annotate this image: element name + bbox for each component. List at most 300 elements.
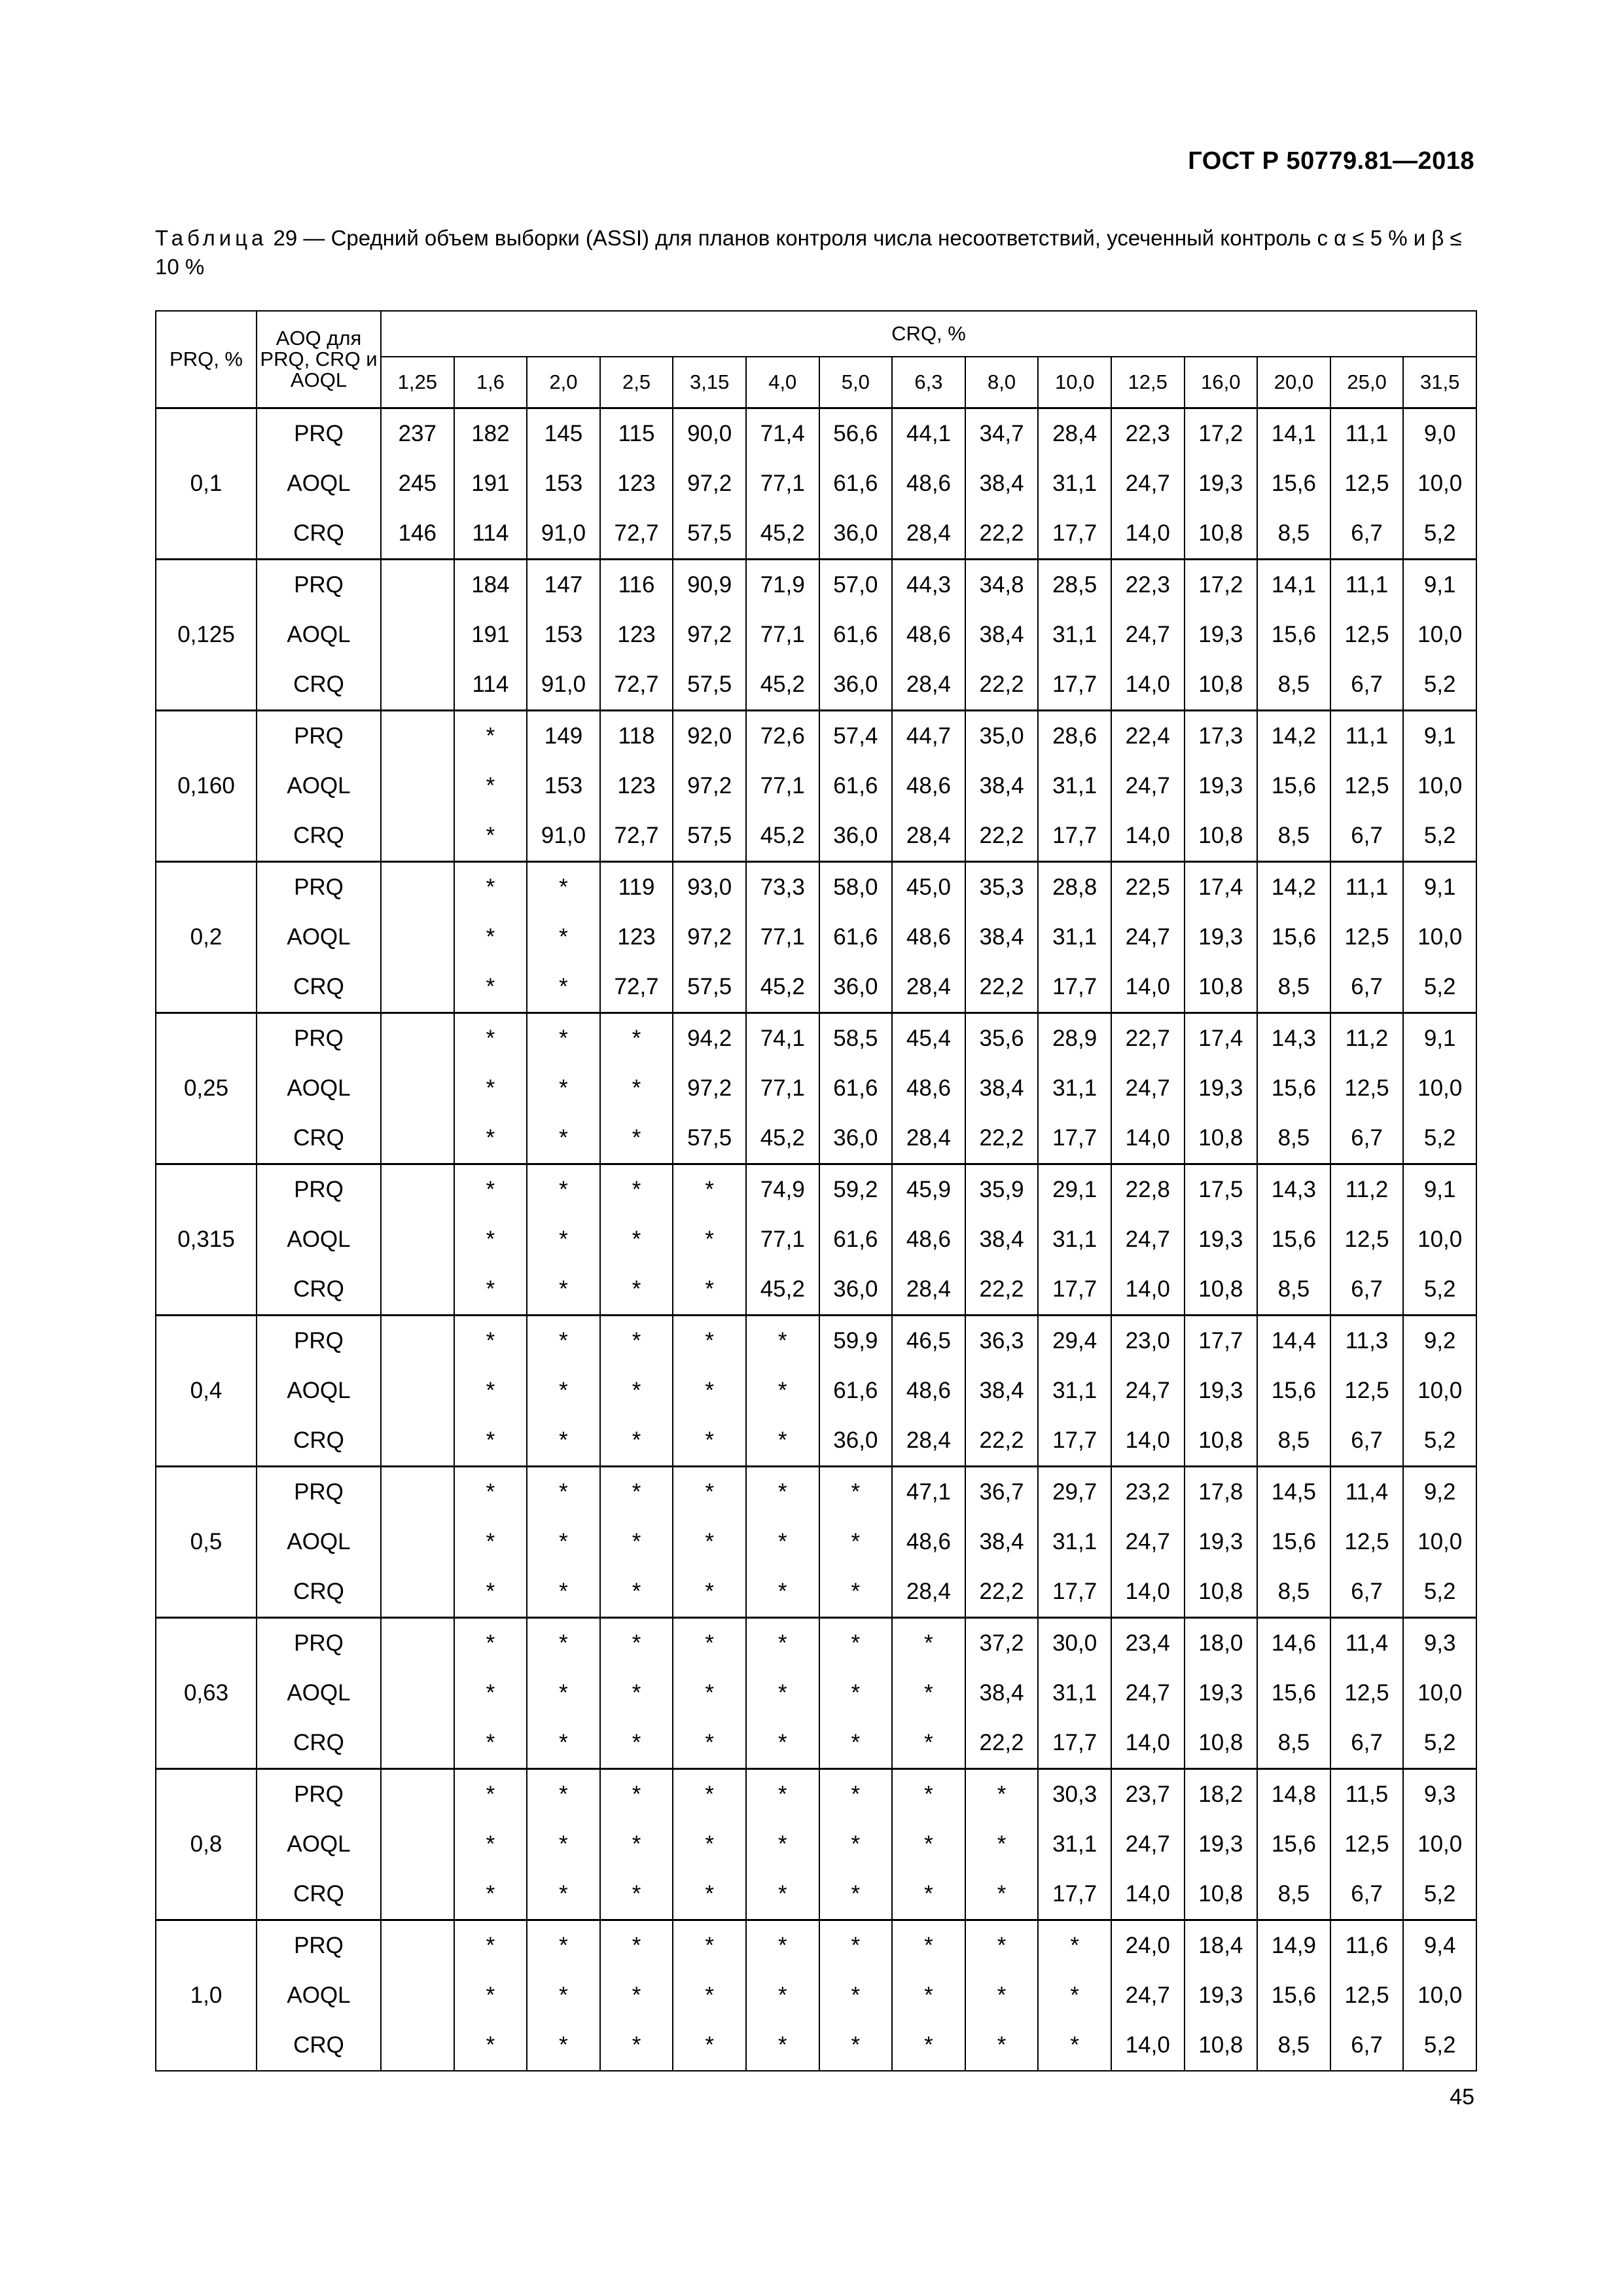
value-cell: * (600, 1013, 673, 1064)
value-cell: 14,0 (1111, 509, 1185, 560)
value-cell: 10,8 (1185, 1416, 1258, 1467)
value-cell: 11,1 (1330, 862, 1404, 913)
value-cell: 8,5 (1257, 811, 1330, 862)
value-cell: 10,0 (1403, 761, 1476, 811)
value-cell: * (673, 1971, 746, 2020)
value-cell (381, 711, 454, 762)
value-cell: 72,7 (600, 962, 673, 1013)
value-cell: 61,6 (819, 912, 893, 962)
row-kind-cell: PRQ (257, 711, 381, 762)
crq-group-header: CRQ, % (381, 311, 1476, 357)
value-cell: 22,2 (965, 1567, 1039, 1618)
row-kind-cell: CRQ (257, 1567, 381, 1618)
value-cell: 94,2 (673, 1013, 746, 1064)
value-cell: 14,4 (1257, 1316, 1330, 1367)
value-cell: 61,6 (819, 610, 893, 660)
value-cell: 15,6 (1257, 1064, 1330, 1113)
row-kind-cell: CRQ (257, 1113, 381, 1164)
row-kind-cell: PRQ (257, 862, 381, 913)
value-cell: 28,4 (892, 1265, 965, 1316)
value-cell: 28,8 (1038, 862, 1111, 913)
value-cell: * (892, 1971, 965, 2020)
value-cell: * (527, 1920, 600, 1971)
value-cell: 57,5 (673, 509, 746, 560)
crq-header-cell: 1,6 (454, 357, 527, 408)
value-cell (381, 1265, 454, 1316)
value-cell (381, 1215, 454, 1265)
value-cell: * (454, 1013, 527, 1064)
value-cell: 31,1 (1038, 610, 1111, 660)
value-cell: 22,8 (1111, 1164, 1185, 1215)
value-cell: 36,0 (819, 811, 893, 862)
value-cell: 14,0 (1111, 1416, 1185, 1467)
prq-group-cell: 0,315 (156, 1164, 257, 1316)
value-cell: 123 (600, 459, 673, 509)
value-cell: 48,6 (892, 1215, 965, 1265)
value-cell (381, 912, 454, 962)
row-kind-cell: AOQL (257, 1064, 381, 1113)
value-cell: 24,7 (1111, 1215, 1185, 1265)
row-kind-cell: PRQ (257, 1920, 381, 1971)
value-cell: * (673, 1416, 746, 1467)
value-cell: 145 (527, 408, 600, 459)
row-kind-cell: CRQ (257, 509, 381, 560)
value-cell: * (454, 1467, 527, 1518)
value-cell: 10,0 (1403, 1971, 1476, 2020)
value-cell: * (527, 1971, 600, 2020)
value-cell: * (454, 962, 527, 1013)
prq-group-cell: 0,5 (156, 1467, 257, 1618)
value-cell: 114 (454, 660, 527, 711)
value-cell: * (892, 2020, 965, 2071)
value-cell: 22,2 (965, 1113, 1039, 1164)
value-cell: 10,0 (1403, 1517, 1476, 1567)
value-cell: 11,4 (1330, 1618, 1404, 1669)
value-cell: 10,8 (1185, 1718, 1258, 1769)
value-cell (381, 1668, 454, 1718)
value-cell: 149 (527, 711, 600, 762)
value-cell: * (673, 1316, 746, 1367)
value-cell: * (1038, 2020, 1111, 2071)
value-cell: 56,6 (819, 408, 893, 459)
value-cell: 35,9 (965, 1164, 1039, 1215)
value-cell: * (746, 1769, 819, 1820)
value-cell: 9,2 (1403, 1467, 1476, 1518)
value-cell: 10,8 (1185, 1869, 1258, 1920)
value-cell: 17,7 (1038, 1567, 1111, 1618)
value-cell: 9,1 (1403, 711, 1476, 762)
value-cell (381, 1920, 454, 1971)
value-cell: * (600, 1668, 673, 1718)
value-cell: 92,0 (673, 711, 746, 762)
value-cell: * (600, 1265, 673, 1316)
value-cell: * (454, 1668, 527, 1718)
value-cell: 31,1 (1038, 1366, 1111, 1416)
value-cell: * (454, 1215, 527, 1265)
value-cell: 12,5 (1330, 610, 1404, 660)
value-cell: * (819, 1769, 893, 1820)
value-cell: 123 (600, 912, 673, 962)
value-cell: 15,6 (1257, 1668, 1330, 1718)
value-cell: 23,0 (1111, 1316, 1185, 1367)
value-cell: 22,3 (1111, 560, 1185, 611)
value-cell: * (600, 1416, 673, 1467)
value-cell: 97,2 (673, 1064, 746, 1113)
crq-header-cell: 2,0 (527, 357, 600, 408)
value-cell: 12,5 (1330, 1517, 1404, 1567)
value-cell: 114 (454, 509, 527, 560)
value-cell: 28,5 (1038, 560, 1111, 611)
value-cell: * (892, 1668, 965, 1718)
value-cell: 72,7 (600, 509, 673, 560)
value-cell (381, 1467, 454, 1518)
value-cell: 9,1 (1403, 1013, 1476, 1064)
value-cell: * (746, 1316, 819, 1367)
value-cell (381, 1416, 454, 1467)
value-cell: 24,7 (1111, 1064, 1185, 1113)
value-cell: 17,7 (1038, 962, 1111, 1013)
value-cell: 237 (381, 408, 454, 459)
table-row (156, 1467, 1476, 1518)
crq-header-cell: 31,5 (1403, 357, 1476, 408)
row-kind-cell: AOQL (257, 1517, 381, 1567)
value-cell: 123 (600, 761, 673, 811)
value-cell: 5,2 (1403, 1265, 1476, 1316)
value-cell: 5,2 (1403, 1718, 1476, 1769)
value-cell: 8,5 (1257, 1718, 1330, 1769)
value-cell: 36,0 (819, 962, 893, 1013)
value-cell: * (819, 1618, 893, 1669)
value-cell: * (527, 1820, 600, 1869)
value-cell: 22,2 (965, 1265, 1039, 1316)
table-row (156, 1820, 1476, 1869)
value-cell: 14,0 (1111, 962, 1185, 1013)
value-cell: 11,4 (1330, 1467, 1404, 1518)
table-row (156, 862, 1476, 913)
value-cell: 58,5 (819, 1013, 893, 1064)
value-cell: * (527, 1013, 600, 1064)
row-kind-cell: CRQ (257, 660, 381, 711)
value-cell: * (746, 1366, 819, 1416)
value-cell: 6,7 (1330, 2020, 1404, 2071)
value-cell: 36,0 (819, 1265, 893, 1316)
value-cell: * (454, 761, 527, 811)
value-cell: 77,1 (746, 912, 819, 962)
row-kind-cell: PRQ (257, 408, 381, 459)
value-cell: 90,0 (673, 408, 746, 459)
value-cell: 48,6 (892, 610, 965, 660)
value-cell: 8,5 (1257, 1416, 1330, 1467)
value-cell: 38,4 (965, 1366, 1039, 1416)
value-cell: 14,1 (1257, 560, 1330, 611)
value-cell: 9,3 (1403, 1769, 1476, 1820)
crq-header-cell: 1,25 (381, 357, 454, 408)
value-cell: 10,8 (1185, 1265, 1258, 1316)
row-kind-cell: AOQL (257, 1820, 381, 1869)
prq-column-header: PRQ, % (156, 311, 257, 408)
value-cell: 24,7 (1111, 1820, 1185, 1869)
value-cell (381, 862, 454, 913)
value-cell: 19,3 (1185, 1517, 1258, 1567)
value-cell: * (600, 1718, 673, 1769)
value-cell: 14,0 (1111, 1113, 1185, 1164)
value-cell: * (527, 1064, 600, 1113)
value-cell (381, 1113, 454, 1164)
value-cell: 46,5 (892, 1316, 965, 1367)
value-cell: 10,8 (1185, 962, 1258, 1013)
value-cell: 9,2 (1403, 1316, 1476, 1367)
value-cell: * (600, 1215, 673, 1265)
value-cell (381, 1971, 454, 2020)
value-cell: 38,4 (965, 1064, 1039, 1113)
prq-group-cell: 0,2 (156, 862, 257, 1013)
value-cell: * (1038, 1971, 1111, 2020)
table-row (156, 1113, 1476, 1164)
value-cell: 91,0 (527, 509, 600, 560)
value-cell: * (600, 2020, 673, 2071)
value-cell: 191 (454, 459, 527, 509)
value-cell: 8,5 (1257, 509, 1330, 560)
value-cell: 22,3 (1111, 408, 1185, 459)
row-kind-cell: CRQ (257, 1718, 381, 1769)
value-cell: * (600, 1567, 673, 1618)
value-cell: 18,2 (1185, 1769, 1258, 1820)
crq-header-cell: 4,0 (746, 357, 819, 408)
value-cell: 47,1 (892, 1467, 965, 1518)
row-kind-cell: PRQ (257, 1769, 381, 1820)
value-cell: * (965, 1971, 1039, 2020)
value-cell: 48,6 (892, 1064, 965, 1113)
value-cell: 10,0 (1403, 610, 1476, 660)
value-cell: 15,6 (1257, 912, 1330, 962)
value-cell: 17,5 (1185, 1164, 1258, 1215)
value-cell: 14,8 (1257, 1769, 1330, 1820)
crq-header-cell: 25,0 (1330, 357, 1404, 408)
table-row (156, 1567, 1476, 1618)
value-cell (381, 560, 454, 611)
value-cell: 57,4 (819, 711, 893, 762)
table-row (156, 711, 1476, 762)
value-cell (381, 1366, 454, 1416)
value-cell: 17,7 (1038, 1265, 1111, 1316)
value-cell: 15,6 (1257, 761, 1330, 811)
value-cell: * (746, 1567, 819, 1618)
value-cell: 22,2 (965, 1416, 1039, 1467)
value-cell: 6,7 (1330, 811, 1404, 862)
value-cell: 14,9 (1257, 1920, 1330, 1971)
value-cell: 36,0 (819, 1113, 893, 1164)
value-cell: * (454, 1265, 527, 1316)
value-cell: 14,0 (1111, 1265, 1185, 1316)
value-cell: 10,0 (1403, 1215, 1476, 1265)
value-cell: 6,7 (1330, 1567, 1404, 1618)
value-cell: * (819, 1920, 893, 1971)
value-cell: 17,7 (1038, 1869, 1111, 1920)
row-kind-cell: CRQ (257, 811, 381, 862)
value-cell: * (673, 1517, 746, 1567)
value-cell: 72,7 (600, 811, 673, 862)
crq-header-cell: 5,0 (819, 357, 893, 408)
value-cell: 12,5 (1330, 1215, 1404, 1265)
value-cell: * (746, 1971, 819, 2020)
table-row (156, 1869, 1476, 1920)
value-cell: 28,4 (892, 509, 965, 560)
table-row (156, 1316, 1476, 1367)
value-cell: 17,4 (1185, 1013, 1258, 1064)
value-cell: * (600, 1869, 673, 1920)
row-kind-cell: AOQL (257, 459, 381, 509)
value-cell (381, 1517, 454, 1567)
value-cell: 5,2 (1403, 1113, 1476, 1164)
value-cell: 5,2 (1403, 811, 1476, 862)
value-cell: 15,6 (1257, 1820, 1330, 1869)
value-cell: 19,3 (1185, 1820, 1258, 1869)
row-kind-cell: AOQL (257, 610, 381, 660)
table-row (156, 560, 1476, 611)
row-kind-cell: AOQL (257, 912, 381, 962)
value-cell: 34,7 (965, 408, 1039, 459)
value-cell: 17,4 (1185, 862, 1258, 913)
prq-group-cell: 0,8 (156, 1769, 257, 1920)
value-cell: 28,4 (892, 1416, 965, 1467)
value-cell: 22,7 (1111, 1013, 1185, 1064)
value-cell: 6,7 (1330, 1718, 1404, 1769)
value-cell: 17,7 (1038, 1113, 1111, 1164)
value-cell: 48,6 (892, 1366, 965, 1416)
value-cell: 17,7 (1038, 1416, 1111, 1467)
value-cell: 115 (600, 408, 673, 459)
value-cell: 10,0 (1403, 1668, 1476, 1718)
value-cell: 8,5 (1257, 1567, 1330, 1618)
value-cell: 12,5 (1330, 761, 1404, 811)
value-cell: * (965, 1869, 1039, 1920)
table-row (156, 1265, 1476, 1316)
value-cell: 38,4 (965, 1668, 1039, 1718)
value-cell: 45,9 (892, 1164, 965, 1215)
value-cell: * (673, 1820, 746, 1869)
value-cell: 15,6 (1257, 1366, 1330, 1416)
value-cell: 6,7 (1330, 1265, 1404, 1316)
row-kind-cell: PRQ (257, 1316, 381, 1367)
value-cell: 48,6 (892, 912, 965, 962)
value-cell: 10,0 (1403, 912, 1476, 962)
row-kind-cell: CRQ (257, 2020, 381, 2071)
value-cell: 28,4 (892, 1567, 965, 1618)
value-cell (381, 1820, 454, 1869)
table-row (156, 1517, 1476, 1567)
value-cell: 28,4 (892, 962, 965, 1013)
value-cell: 28,9 (1038, 1013, 1111, 1064)
value-cell: 57,0 (819, 560, 893, 611)
value-cell: 97,2 (673, 912, 746, 962)
value-cell: * (527, 1769, 600, 1820)
value-cell: * (746, 1517, 819, 1567)
value-cell: * (673, 1618, 746, 1669)
value-cell: 31,1 (1038, 459, 1111, 509)
value-cell: 23,7 (1111, 1769, 1185, 1820)
value-cell: 38,4 (965, 459, 1039, 509)
value-cell: 182 (454, 408, 527, 459)
value-cell: * (527, 2020, 600, 2071)
value-cell: * (454, 1113, 527, 1164)
value-cell: * (673, 1869, 746, 1920)
row-kind-cell: PRQ (257, 1618, 381, 1669)
value-cell: * (600, 1618, 673, 1669)
value-cell: * (673, 1215, 746, 1265)
value-cell: 29,7 (1038, 1467, 1111, 1518)
value-cell: * (527, 1668, 600, 1718)
value-cell (381, 1567, 454, 1618)
value-cell: 23,2 (1111, 1467, 1185, 1518)
value-cell: 72,6 (746, 711, 819, 762)
value-cell: * (892, 1618, 965, 1669)
value-cell: 10,8 (1185, 2020, 1258, 2071)
value-cell: * (746, 1416, 819, 1467)
value-cell: * (454, 1820, 527, 1869)
table-row (156, 1013, 1476, 1064)
table-row (156, 610, 1476, 660)
value-cell: 8,5 (1257, 2020, 1330, 2071)
row-kind-cell: CRQ (257, 1416, 381, 1467)
value-cell: 44,3 (892, 560, 965, 611)
value-cell: 30,0 (1038, 1618, 1111, 1669)
value-cell: 12,5 (1330, 459, 1404, 509)
value-cell: 57,5 (673, 962, 746, 1013)
value-cell: 9,1 (1403, 1164, 1476, 1215)
value-cell: 6,7 (1330, 1113, 1404, 1164)
value-cell: 12,5 (1330, 1064, 1404, 1113)
value-cell: * (600, 1366, 673, 1416)
table-row (156, 509, 1476, 560)
value-cell: 11,5 (1330, 1769, 1404, 1820)
value-cell: * (965, 2020, 1039, 2071)
value-cell (381, 1164, 454, 1215)
value-cell: 29,1 (1038, 1164, 1111, 1215)
value-cell: * (892, 1920, 965, 1971)
value-cell: * (673, 1366, 746, 1416)
value-cell: 11,1 (1330, 560, 1404, 611)
value-cell: 6,7 (1330, 1869, 1404, 1920)
value-cell: 28,4 (892, 660, 965, 711)
value-cell: 36,0 (819, 660, 893, 711)
value-cell: 17,8 (1185, 1467, 1258, 1518)
value-cell: 24,7 (1111, 912, 1185, 962)
value-cell: * (673, 1769, 746, 1820)
value-cell: 10,0 (1403, 1366, 1476, 1416)
value-cell: 14,5 (1257, 1467, 1330, 1518)
value-cell: 8,5 (1257, 1265, 1330, 1316)
value-cell: 24,7 (1111, 1668, 1185, 1718)
value-cell: 28,4 (892, 1113, 965, 1164)
value-cell: * (454, 1618, 527, 1669)
value-cell: 11,6 (1330, 1920, 1404, 1971)
value-cell: * (600, 1820, 673, 1869)
value-cell: 17,2 (1185, 560, 1258, 611)
table-caption (155, 224, 1484, 281)
crq-header-cell: 12,5 (1111, 357, 1185, 408)
aoq-column-header: AOQ для PRQ, CRQ и AOQL (257, 311, 381, 408)
value-cell: 5,2 (1403, 2020, 1476, 2071)
value-cell: 57,5 (673, 811, 746, 862)
value-cell: 24,7 (1111, 610, 1185, 660)
value-cell: 17,7 (1038, 660, 1111, 711)
value-cell: 116 (600, 560, 673, 611)
value-cell: * (454, 1718, 527, 1769)
value-cell: * (600, 1064, 673, 1113)
value-cell: 19,3 (1185, 1366, 1258, 1416)
value-cell: 72,7 (600, 660, 673, 711)
value-cell: 17,7 (1038, 509, 1111, 560)
